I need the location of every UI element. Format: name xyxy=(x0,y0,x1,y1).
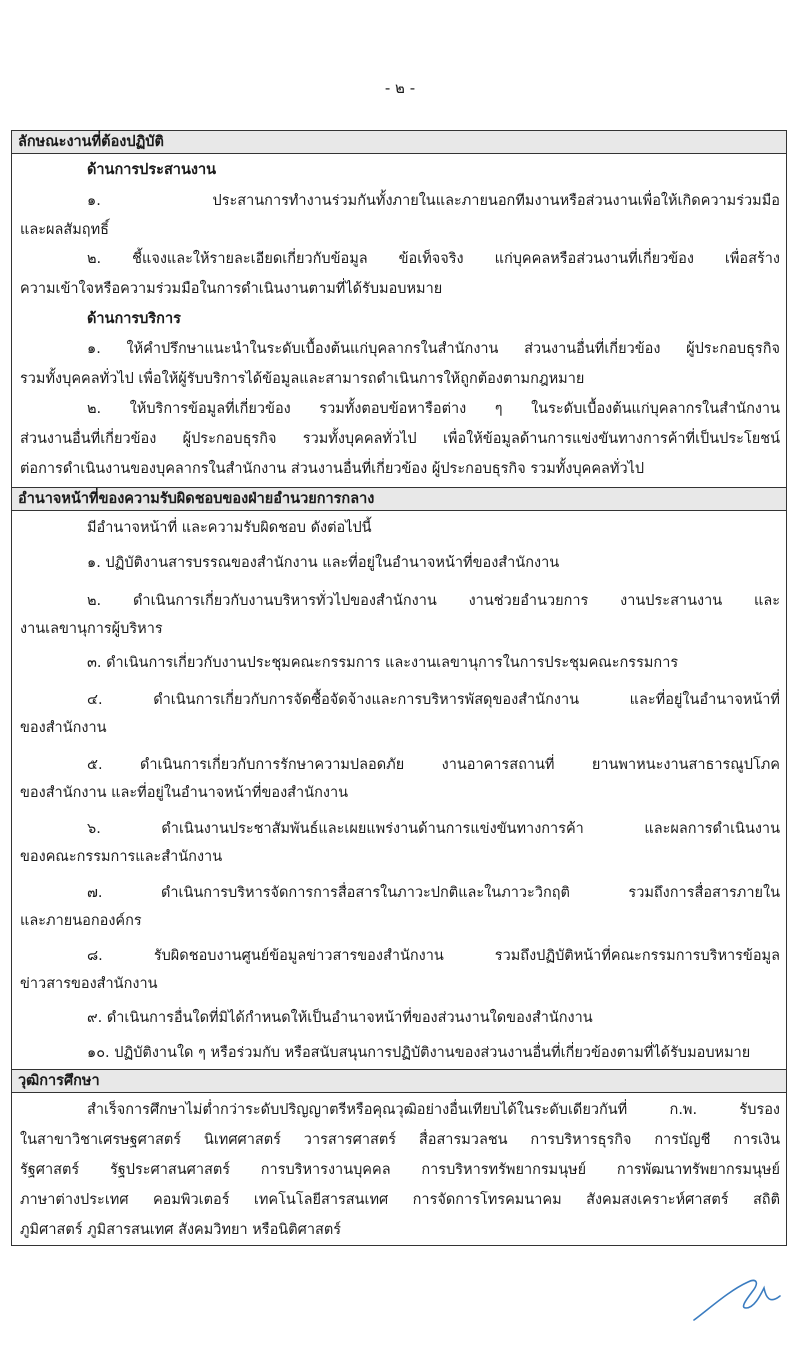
section-intro: มีอำนาจหน้าที่ และความรับผิดชอบ ดังต่อไปนี้ xyxy=(87,520,372,536)
list-item: ๕. ดำเนินการเกี่ยวกับการรักษาความปลอดภัย งานอาคารสถานที่ ยานพาหนะงานสาธารณูปโภค xyxy=(87,757,780,773)
list-item: ๓. ดำเนินการเกี่ยวกับงานประชุมคณะกรรมการ และงานเลขานุการในการประชุมคณะกรรมการ xyxy=(87,655,679,671)
list-item: ๖. ดำเนินงานประชาสัมพันธ์และเผยแพร่งานด้านการแข่งขันทางการค้า และผลการดำเนินงาน xyxy=(87,821,780,837)
list-item-cont: งานเลขานุการผู้บริหาร xyxy=(20,621,163,637)
list-item-cont: รวมทั้งบุคคลทั่วไป เพื่อให้ผู้รับบริการได้ข้อมูลและสามารถดำเนินการให้ถูกต้องตามกฎหมาย xyxy=(20,371,585,387)
document-table xyxy=(11,130,787,1246)
paragraph-line: ในสาขาวิชาเศรษฐศาสตร์ นิเทศศาสตร์ วารสารศาสตร์ สื่อสารมวลชน การบริหารธุรกิจ การบัญชี การเงิน xyxy=(20,1132,780,1148)
list-item-cont: ของสำนักงาน และที่อยู่ในอำนาจหน้าที่ของสำนักงาน xyxy=(20,785,348,801)
list-item-cont: ของคณะกรรมการและสำนักงาน xyxy=(20,849,223,865)
list-item-cont: ความเข้าใจหรือความร่วมมือในการดำเนินงานตามที่ได้รับมอบหมาย xyxy=(20,281,443,297)
page-number: - ๒ - xyxy=(384,79,416,97)
subsection-title-coordination: ด้านการประสานงาน xyxy=(87,162,216,178)
paragraph-line: รัฐศาสตร์ รัฐประศาสนศาสตร์ การบริหารงานบุคคล การบริหารทรัพยากรมนุษย์ การพัฒนาทรัพยากรมนุษย์ xyxy=(20,1162,780,1178)
signature-mark xyxy=(690,1268,790,1328)
list-item: ๑๐. ปฏิบัติงานใด ๆ หรือร่วมกับ หรือสนับสนุนการปฏิบัติงานของส่วนงานอื่นที่เกี่ยวข้องตามที่ได้รับมอบหมาย xyxy=(87,1045,751,1061)
list-item: ๒. ดำเนินการเกี่ยวกับงานบริหารทั่วไปของสำนักงาน งานช่วยอำนวยการ งานประสานงาน และ xyxy=(87,593,780,609)
list-item-cont: ของสำนักงาน xyxy=(20,720,107,736)
section-header-job-characteristics: ลักษณะงานที่ต้องปฏิบัติ xyxy=(12,131,786,154)
list-item-cont: ส่วนงานอื่นที่เกี่ยวข้อง ผู้ประกอบธุรกิจ รวมทั้งบุคคลทั่วไป เพื่อให้ข้อมูลด้านการแข่งขันทางการค้าที่เป็นประโยชน์ xyxy=(20,431,780,447)
list-item-cont: ข่าวสารของสำนักงาน xyxy=(20,976,158,992)
list-item-cont: และผลสัมฤทธิ์ xyxy=(20,222,109,238)
list-item-cont: ต่อการดำเนินงานของบุคลากรในสำนักงาน ส่วนงานอื่นที่เกี่ยวข้อง ผู้ประกอบธุรกิจ รวมทั้งบุคคลทั่วไป xyxy=(20,461,645,477)
paragraph-line: ภาษาต่างประเทศ คอมพิวเตอร์ เทคโนโลยีสารสนเทศ การจัดการโทรคมนาคม สังคมสงเคราะห์ศาสตร์ สถิติ xyxy=(20,1192,780,1208)
list-item: ๑. ปฏิบัติงานสารบรรณของสำนักงาน และที่อยู่ในอำนาจหน้าที่ของสำนักงาน xyxy=(87,555,560,571)
list-item: ๑. ประสานการทำงานร่วมกันทั้งภายในและภายนอกทีมงานหรือส่วนงานเพื่อให้เกิดความร่วมมือ xyxy=(87,193,780,209)
paragraph-line: สำเร็จการศึกษาไม่ต่ำกว่าระดับปริญญาตรีหรือคุณวุฒิอย่างอื่นเทียบได้ในระดับเดียวกันที่ ก.พ. รับรอง xyxy=(87,1102,780,1118)
list-item: ๔. ดำเนินการเกี่ยวกับการจัดซื้อจัดจ้างและการบริหารพัสดุของสำนักงาน และที่อยู่ในอำนาจหน้าที่ xyxy=(87,692,780,708)
subsection-title-service: ด้านการบริการ xyxy=(87,311,181,327)
list-item: ๑. ให้คำปรึกษาแนะนำในระดับเบื้องต้นแก่บุคลากรในสำนักงาน ส่วนงานอื่นที่เกี่ยวข้อง ผู้ประกอบธุรกิจ xyxy=(87,341,780,357)
list-item-cont: และภายนอกองค์กร xyxy=(20,913,142,929)
list-item: ๒. ให้บริการข้อมูลที่เกี่ยวข้อง รวมทั้งตอบข้อหารือต่าง ๆ ในระดับเบื้องต้นแก่บุคลากรในสำนักงาน xyxy=(87,401,780,417)
list-item: ๗. ดำเนินการบริหารจัดการการสื่อสารในภาวะปกติและในภาวะวิกฤติ รวมถึงการสื่อสารภายใน xyxy=(87,885,780,901)
list-item: ๙. ดำเนินการอื่นใดที่มิได้กำหนดให้เป็นอำนาจหน้าที่ของส่วนงานใดของสำนักงาน xyxy=(87,1010,593,1026)
list-item: ๘. รับผิดชอบงานศูนย์ข้อมูลข่าวสารของสำนักงาน รวมถึงปฏิบัติหน้าที่คณะกรรมการบริหารข้อมูล xyxy=(87,948,780,964)
section-header-education: วุฒิการศึกษา xyxy=(12,1070,786,1093)
section-header-duties: อำนาจหน้าที่ของความรับผิดชอบของฝ่ายอำนวยการกลาง xyxy=(12,488,786,511)
paragraph-line: ภูมิศาสตร์ ภูมิสารสนเทศ สังคมวิทยา หรือนิติศาสตร์ xyxy=(20,1222,342,1238)
list-item: ๒. ชี้แจงและให้รายละเอียดเกี่ยวกับข้อมูล ข้อเท็จจริง แก่บุคคลหรือส่วนงานที่เกี่ยวข้อง เพื่อสร้าง xyxy=(87,251,780,267)
